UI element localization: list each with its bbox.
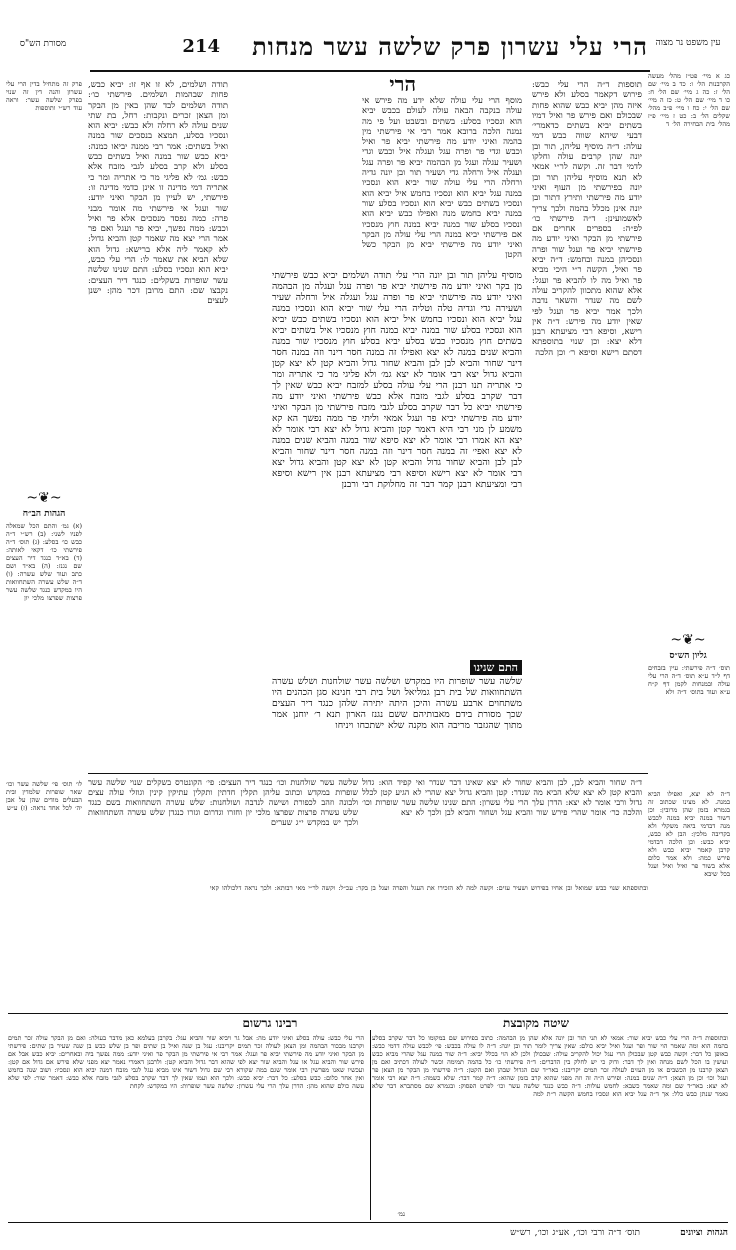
right-lower-margin-text: ד״ה לא יצא, ואפילו הביא במנה. לא מצינו שכתוב זה בגמרא בזמן שהן מרובין: וכן דשור במנה יביא במנה לכבש מנה דבדמי ביאה משקלי ולא בקריבה מלכין: הבן לא כבש, יביא כבש: וכן הלכה דבדמי קרבן קאמר יביא כבש ולא פירש כמה: ולא אמר כלום אלא בשור פר ואיל ואיל ועגל בכל שיבא	[648, 790, 730, 878]
footer-text: תוס׳ ד״ה ורבי וכו׳, אע״ג וכו׳, רש״ש	[510, 1228, 640, 1238]
lower-bottom-text: ובתוספתא שנוי כבש שמואל ובן אחיו בפירוש ושעיר עזים: וקשה למה לא הזכירו את העגל והפרה ועגל בן בקר: עכ״ל: וקשה לר״י מאי רבותא: ולכך נראה דלכולהו קאי	[209, 884, 648, 892]
mesoret-hashas-label: מסורת הש"ס	[19, 39, 67, 49]
right-notes-text: תוס׳ ד״ה פירשתי: עיין בזבחים דף ל״ד ע״א תוס׳ ד״ה הרי עלי עולה ובמנחות לקמן דף ק״ח ע״א ועוד בתוס׳ ד״ה ולא	[648, 664, 730, 696]
right-notes-title: גליון הש״ס	[669, 651, 707, 661]
bottom-top-rule	[8, 1013, 728, 1014]
gemara-body-text: מוסיף עליהן תור ובן יונה הרי עלי תודה ושלמים יביא כבש פירשתי מן בקר ואיני יודע מה פירשתי יביא פר ופרה עגל ועגלה מן הבהמה ואיני יודע מה פירשתי יביא פר ופרה עגל ועגלה איל ורחלה שעיר ושעירה גדי וגדיה טלה וטליה הרי עלי שור יביא הוא ונסכיו במנה עגל יביא הוא ונסכיו בחמש איל יביא הוא ונסכיו בשתים כבש יביא הוא ונסכיו בסלע שור במנה יביא במנה חוץ מנסכיו איל בשתים יביא בשתים חוץ מנסכיו כבש בסלע יביא בסלע חוץ מנסכיו שור במנה והביא שנים במנה לא יצא ואפילו זה במנה חסר דינר וזה במנה חסר דינר שחור והביא לבן לבן והביא שחור גדול והביא קטן לא יצא קטן והביא גדול יצא רבי אומר לא יצא גמ׳ ולא פליגי מר כי אתריה ומר כי אתריה תנו רבנן הרי עלי עולה בסלע למזבח יביא כבש שאין לך דבר שקרב בסלע לגבי מזבח אלא כבש פירשתי ואיני יודע מה פירשתי יביא כל דבר שקרב בסלע לגבי מזבח פירשתי מן הבקר ואיני יודע מה פירשתי יביא פר ועגל אמאי וליתי פר ממה נפשך הא קא משמע לן מני רבי היא דאמר קטן והביא גדול לא יצא רבי אומר לא יצא הא אמרו רבי אומר לא יצא סיפא שור במנה והביא שנים במנה לא יצא ואפי׳ זה במנה חסר דינר וזה במנה חסר דינר שחור והביא לבן לבן והביא שחור גדול והביא קטן לא יצא קטן והביא גדול יצא רבי אומר לא יצא רישא וסיפא רבי מציעתא רבנן אין רישא וסיפא רבי ומציעתא רבנן קמר דבר זה מחלוקת רבי ורבנן	[272, 270, 522, 490]
gemara-lower-text: שלשה עשר שופרות היו במקדש ושלשה עשר שולחנות ושלש עשרה השתחוואות של בית רבן גמליאל ושל בית רבי חנינא סגן הכהנים היו משתחוים ארבע עשרה והיכן היתה יתירה שלהן כנגד דיר העצים שכך מסורת בידם מאבותיהם ששם נגנז הארון תנא ר׳ יוחנן אמר מתוך שהגזבר מריבה הוא מקנה שלא ישתכחו ויניחו	[272, 676, 522, 731]
left-commentary-column: תודה ושלמים, לא זו אף זו: יביא כבש, פחות שבהמות ושלמים. פירשתי כו׳: תודה ושלמים לבד שהן באין מן הבקר ומן הצאן זכרים ונקבות: רחל, בת שתי שנים עולה לא רחלה ולא כבש: יביא הוא ונסכיו בסלע, תמצא בנסכים שור במנה ואיל בשתים: אמר רבי ממנה יביאו כמנה: יביא כבש שור במנה ואיל בשתים כבש בסלע ולא קרב בסלע לגבי מזבח אלא כבש: גמ׳ לא פליגי מר כי אתריה ומר כי אתריה דמי מדינה זו אינן כדמי מדינה זו: פירשתי, יש לעיין מן הבקר ואיני יודע: שור ועגל אי פירשתי מה אומר מבני פרה: כמה נפסד מנסכים אלא פר ואיל וכבש: ממה נפשך, יביא פר ועגל ואם פר אמר הרי יצא מה שאמר קטן והביא גדול: לא קאמר ליה אלא ברישא: גדול הוא שלא הביא את שאמר לו: הרי עלי כבש, יביא הוא ונסכיו בסלע: התם שנינו שלשה עשר שופרות בשקלים: כנגד דיר העצים: נקבצו שם: התם מרובן דכר מהן: ישנן לעצים	[88, 80, 228, 307]
right-notes-ornament: ~❦~	[670, 632, 706, 648]
gemara-lead-word: הרי	[389, 72, 416, 96]
left-lower-notes-text: לו׳ תוס׳ פי׳ שלשה עשר וכו׳ שאר שופרות שלמדין ובית הבעלים מודים שהן על אבן יה׳ לכל אחד נראה: (ז) ע״ש	[6, 780, 82, 812]
footer-haghot-label: הגהות וציונים	[680, 1228, 728, 1238]
lower-right-commentary: ד״ה שחור והביא לבן, לבן והביא שחור לא יצא שאינו דבר שנדר ואי קפיד הוא: גדול והביא קטן לא יצא שלא הביא מה שנדר: קטן והביא גדול יצא שהרי לא הגיע קטן לכלל גדול ורבי אומר לא יצא: הדרן עלך הרי עלי עשרון: התם שנינו שלשה עשר שופרות וכו׳ והלכה כר׳ אומר שהרי פירש שור והביא עגל ושחור והביא לבן ולכך לא יצא	[362, 778, 642, 817]
header-rule	[90, 70, 650, 72]
bottom-left-column: הרי עלי כבש: עולה בסלע ואיני יודע מה: אבל גר ויביא שור והביא עגל: בקרבן בעלמא כאן מדבר בעולה: ואם מן הבקר עולה זכר תמים וקרבנו מבכור הבהמה ומן הצאן לעולה זכר תמים יקריבנו: עגל בן שנה ואיל בן שתים ופר בן שלש כבש בן שנה שעיר בן שתים: פירשתי מן הבקר ואיני יודע מה פירשתי יביא פר ועגל: אמר רבי אי פירשתי מן הבקר פר ואיני יודע: ממה נפשך ביה ובאחרים: יביא כבש אבל אם פירש שור והביא עגל או עגל והביא שור יצא לפי שהוא דבר גדול והביא קטן: ולרבנן דאמרי נאמר יצא מפני שלא פירש אם גדול אם קטן: ועכשיו שאנו מפרשין רבי אומר שגם במה שקורא רבי שם גדול דשור אינו מביא עגל לגבי מזבח דמנה יביא הוא ונסכיו: ושוב שנה בחמש ואין אחר כלום: כבש בסלע: כל דבר: יביא כבש: ולכך הוא ועמו שאין לך דבר שקרב בסלע לגבי מזבח אלא כבש: דאמר שור: לפי שלא עשה כולם שהוא מהן: הדרן עלך הרי עלי עשרון: שלשה עשר שופרות: היו במקדש: לקחת	[8, 1034, 364, 1090]
page-title: הרי עלי עשרון פרק שלשה עשר מנחות	[252, 32, 648, 61]
sitah-mekubetzet-title: שיטה מקובצת	[503, 1016, 569, 1030]
bottom-column-divider	[370, 1030, 371, 1220]
footer-small: נמ׳	[397, 1210, 405, 1218]
middle-rule	[88, 773, 648, 774]
mishnah-box-label: התם שנינו	[470, 660, 522, 675]
page-number: 214	[182, 36, 220, 57]
lower-left-commentary: שלשה עשר שולחנות וכו׳ כנגד דיר העצים: פי׳ הקונטרס בשקלים שנוי שלשה עשר שופרות במקדש וכתוב עליהן תקלין חדתין ותקלין עתיקין קינין וגוזלי עולה עצים ולבונה וזהב לכפורת ושישה לנדבה ושולחנות: שלש עשרה השתחוואות בשם כנגד שלש עשרה פרצות שפרצו מלכי יון וחזרו וגדרום וגזרו כנגדן שלש עשרה השתחוואות ולכך יש במקדש י״ג שערים	[88, 778, 358, 827]
ein-mishpat-label: עין משפט נר מצוה	[655, 38, 721, 48]
page-header	[90, 30, 650, 70]
bottom-right-column: ובתוספות ד״ה הרי עלי כבש יביא שור: אמאי לא תני תור ובן יונה אלא שהן מן הבהמה: כתוב בפירוש שם במקומו כל דבר שקרב בסלע בהמה הוא ומה שאמר הוי שור ופר ועגל ואיל יביא כולם: שאין צריך לומר תור ובן יונה: ד״ה לו עולה בכבש: פי׳ לכבש עולה דדמי כבש: באופן כל דבר: וקשה כבש קטן שבכולן הרי עגל יכול להקריב עולה: שבכולן ולכן לא הוי בכלל יביא: ד״ה שור במנה עגל שהרי מביא כבש ועושין בו הכל לשם מנחה ואין לך דבר: ודוק כי יש לחלק בין הדברים: ד״ה פירשתי כו׳ כל בהמה תמימה וכשר לעולה דכתיב ואם מן הצאן קרבנו מן הכשבים או מן העזים לעולה זכר תמים יקריבנו: באר״ד שם הגדול שבהן ואם הקטן: ד״ה פירשתי מן הבקר מן הצאן פר ועגל וכו׳ וכן מן הצאן: ד״ה שנים במנה: ופירש ה״ה זה וזה מפני שהוא קרב בזמן שהוא: ד״ה קמר דבר: שלא כשמה: ד״ה יצא רבי אומר לא יצא: באר״ד שם ומה שאמר כשבא: לחמש עולות: ד״ה כבש כנגד שלשה עשר וכו׳ לפרט הפסוק: ובגמרא שם מסתברא דבר שלא נאמר שנתן כבש כלל: אך ד״ה עגל יביא הוא ונסכיו בחמש הקשה ר״ת למה	[372, 1034, 728, 1098]
left-notes-title: הגהות הב״ח	[22, 509, 66, 519]
right-margin-top-text: כג א מיי׳ פט״ז מהל׳ מעשה הקרבנות הל׳ ו: כד ב מיי׳ שם הל׳ ז: כה ג מיי׳ שם הל׳ ח: כו ד מיי׳ שם הל׳ ט: כז ה מיי׳ שם הל׳ י: כח ו מיי׳ פ״ב מהל׳ שקלים הל׳ ב: כט ז מיי׳ פ״ז מהל׳ בית הבחירה הל׳ ד	[648, 72, 730, 128]
far-left-margin-text: פרק זה מתחיל בדין הרי עלי עשרון והנה דין זה שנוי בפרק שלשה עשר: וראה עוד רש״י ותוספות	[6, 80, 82, 112]
rabbeinu-gershom-title: רבינו גרשום	[242, 1016, 298, 1030]
left-notes-ornament: ~❦~	[26, 490, 62, 506]
gemara-top-text: מוסף הרי עלי עולה שלא ידע מה פירש אי עולה בנקבה הבאה עולה לעולם בכבש יביא הוא ונסכיו בסלע: בשתים ובשבט ועל פי מה נמנה הלכה ברובא אמר רבי אי פירשתי מין בהמה ואיני יודע מה פירשתי יביא פר ואיל וכבש וגדי פר ופרה עגל ועגלה איל וכבש וגדי ושעיר עגלה ועגל מן הבהמה יביא פר ופרה עגל ועגלה איל ורחלה גדי ושעיר תור ובן יונה גדיה ורחלה הרי עלי עולה שור יביא הוא ונסכיו במנה עגל יביא הוא ונסכיו בחמש איל יביא הוא ונסכיו בשתים כבש יביא הוא ונסכיו בסלע שור במנה יביא בחמש מנה ואפילו כבש יביא הוא ונסכיו בסלע שור במנה יביא במנה חוץ מנסכיו אם פירשתי יביא במנה הרי עלי עולה מן הבקר ואיני יודע מה פירשתי יביא מן הבקר כשל הקטן	[362, 96, 522, 261]
left-notes-text: (א) גמ׳ והתם הכל שמאלה לפניו לשני: (ב) רש״י ד״ה כבש כו׳ בסלע: (ג) תוס׳ ד״ה פירשתי כו׳ דקאי לאותה: (ד) בא״ד כנגד דיר העצים שם נגנז: (ה) בא״ד ושם כתב ועוד שלש עשרה: (ו) ד״ה שלש עשרה השתחוואות היו במקדש כנגד שלשה עשר פרצות שפרצו מלכי יון	[6, 522, 82, 602]
right-commentary-column: תוספות ד״ה הרי עלי כבש: פירוש דקאמר בסלע ולא פירש איזה מהן יביא כבש שהוא פחות שבכולם ואם פירש פר ואיל דמיו בשתים יביא בשתים כדאמרי׳ דבעי שיהא שווה כבש דמי עולה: ד״ה מוסיף עליהן, תור ובן יונה שהן קרבים עולה וחלקו לדמי דבר זה. וקשה לר״י אמאי לא תנא מוסיף עליהן תור ובן יונה בפירשתי מן העוף ואיני יודע מה פירשתי ותירץ דתור ובן יונה אינן מכלל בהמה ולכך צריך לאשמועינן: ד״ה פירשתי כו׳ לפ״ה: בספרים אחרים אם פירשתי מן הבקר ואיני יודע מה פירשתי יביא פר ועגל שור ופרה ונסכיהן במנה ובחמש: ד״ה יביא פר ואיל, הקשה ר״י היכי מביא פר ואיל מה לו להביא פר ועגל: אלא שהוא מתכוון להקריב עולה לשם מה שנדר והשאר נדבה ולכך אמר יביא פר ועגל לפי שאין יודע מה פירש: ד״ה אין רישא, וסיפא רבי מציעתא רבנן דלא יצא: וכן שנוי בתוספתא דסתם רישא וסיפא ר׳ וכן הלכה	[532, 80, 642, 358]
footer-rule	[8, 1222, 728, 1223]
